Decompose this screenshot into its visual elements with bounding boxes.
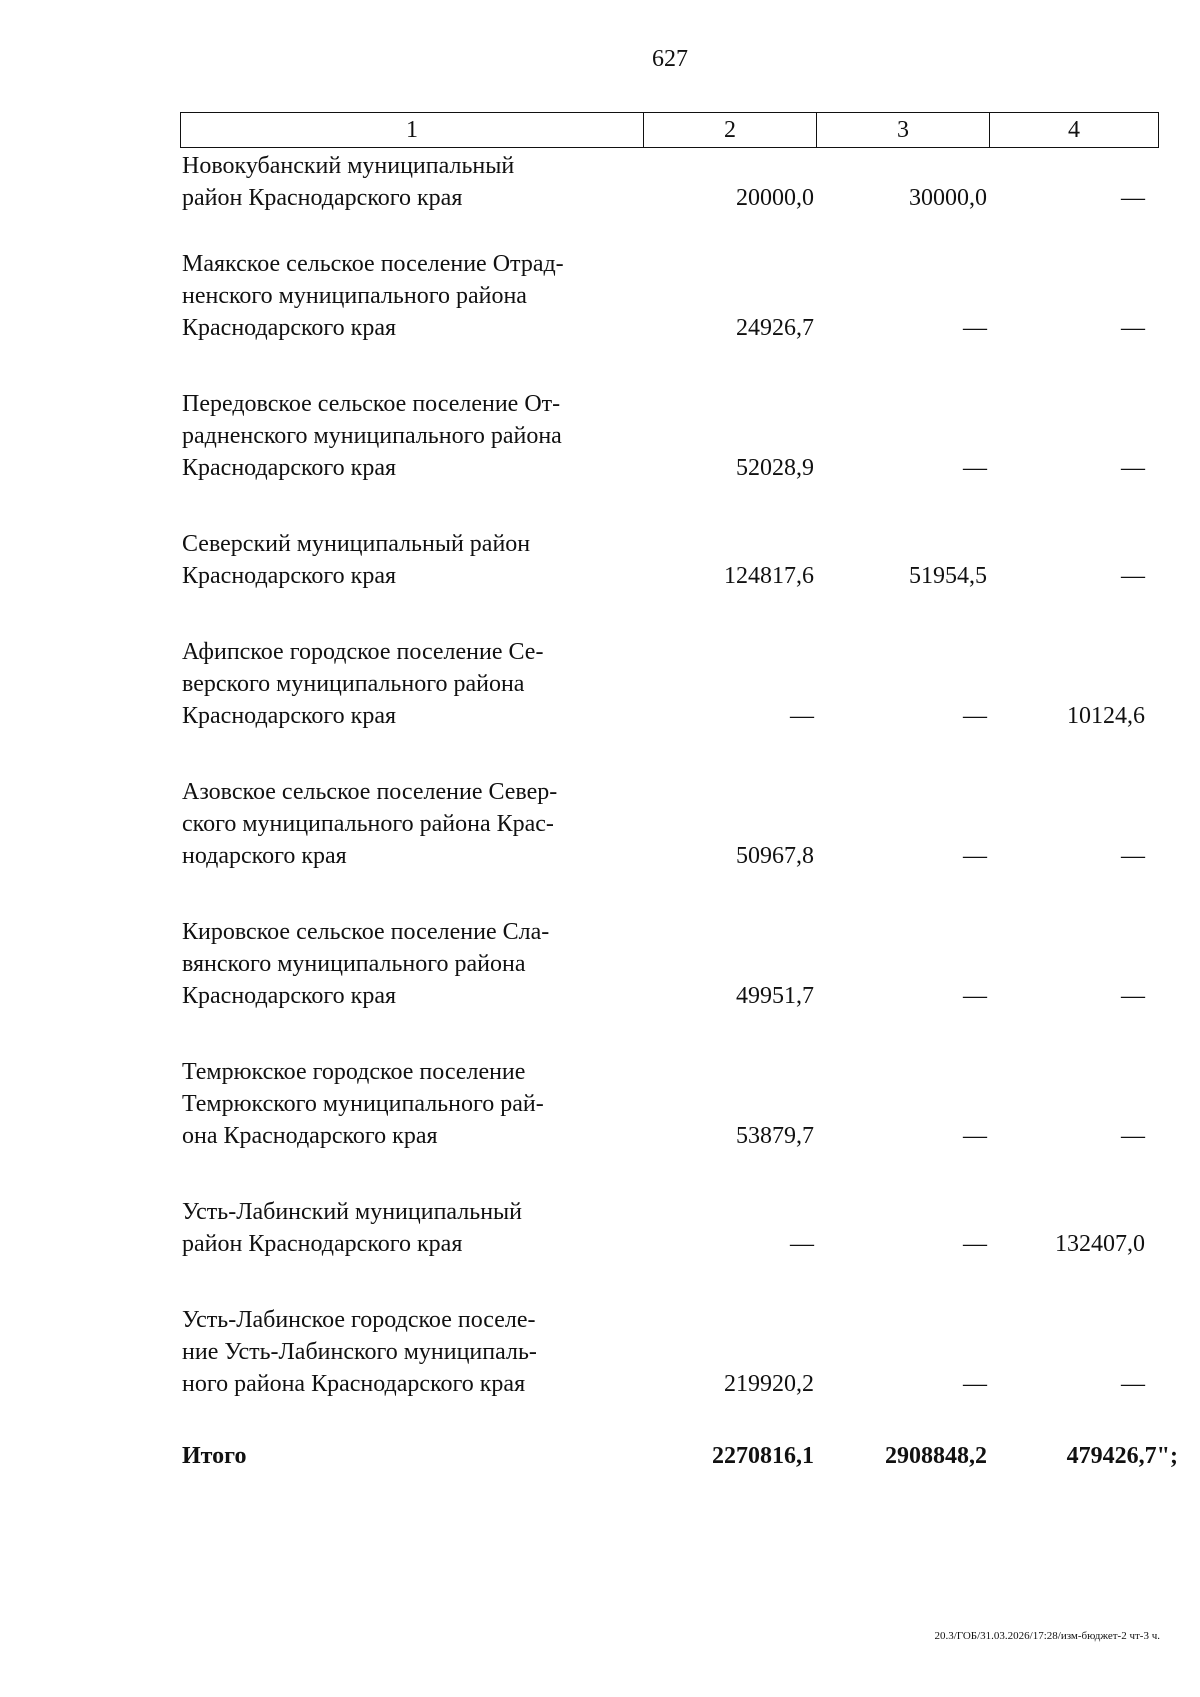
row-name: Кировское сельское поселение Сла- вянского муниципального района Краснодарского края [182, 919, 550, 1009]
table-row [180, 388, 1158, 484]
row-value-col2: 124817,6 [724, 563, 814, 589]
total-value-col2: 2270816,1 [712, 1443, 814, 1469]
row-value-col4: — [1121, 563, 1145, 589]
row-value-col2: 49951,7 [736, 983, 814, 1009]
table-row [180, 248, 1158, 344]
row-value-col2: 219920,2 [724, 1371, 814, 1397]
table-row [180, 776, 1158, 872]
row-value-col3: 51954,5 [909, 563, 987, 589]
row-value-col3: — [963, 983, 987, 1009]
row-value-col3: — [963, 703, 987, 729]
column-header-1: 1 [181, 113, 644, 148]
table-row [180, 916, 1158, 1012]
page-number: 627 [652, 46, 688, 72]
row-value-col3: — [963, 455, 987, 481]
row-value-col2: 53879,7 [736, 1123, 814, 1149]
table-row [180, 150, 1158, 214]
row-name: Новокубанский муниципальный район Краснодарского края [182, 153, 515, 211]
column-header-3: 3 [817, 113, 990, 148]
table-row [180, 1304, 1158, 1400]
row-value-col3: — [963, 1371, 987, 1397]
total-value-col3: 2908848,2 [885, 1443, 987, 1469]
row-value-col2: 50967,8 [736, 843, 814, 869]
row-value-col4: — [1121, 455, 1145, 481]
row-name: Усть-Лабинский муниципальный район Краснодарского края [182, 1199, 523, 1257]
row-value-col3: — [963, 315, 987, 341]
row-value-col3: — [963, 1123, 987, 1149]
row-value-col2: 52028,9 [736, 455, 814, 481]
row-value-col4: — [1121, 185, 1145, 211]
total-label: Итого [182, 1443, 247, 1469]
row-value-col4: 10124,6 [1067, 703, 1145, 729]
row-value-col3: 30000,0 [909, 185, 987, 211]
row-value-col4: — [1121, 1371, 1145, 1397]
row-value-col3: — [963, 1231, 987, 1257]
row-name: Темрюкское городское поселение Темрюкского муниципального рай- она Краснодарского края [182, 1059, 544, 1149]
row-value-col4: 132407,0 [1055, 1231, 1145, 1257]
table-row [180, 1056, 1158, 1152]
table-row [180, 1196, 1158, 1260]
row-value-col4: — [1121, 983, 1145, 1009]
row-name: Афипское городское поселение Се- верского муниципального района Краснодарского края [182, 639, 544, 729]
total-value-col4: 479426,7"; [1066, 1443, 1178, 1469]
total-row [180, 1440, 1178, 1472]
row-name: Маякское сельское поселение Отрад- ненского муниципального района Краснодарского края [182, 251, 564, 341]
table-row [180, 528, 1158, 592]
row-name: Усть-Лабинское городское поселе- ние Усть-Лабинского муниципаль- ного района Краснодарского края [182, 1307, 537, 1397]
row-value-col4: — [1121, 843, 1145, 869]
row-name: Северский муниципальный район Краснодарского края [182, 531, 531, 589]
row-value-col4: — [1121, 1123, 1145, 1149]
row-value-col4: — [1121, 315, 1145, 341]
row-value-col2: 24926,7 [736, 315, 814, 341]
row-name: Азовское сельское поселение Север- ского муниципального района Крас- нодарского края [182, 779, 558, 869]
column-header-table [180, 112, 1159, 148]
column-header-4: 4 [990, 113, 1159, 148]
row-value-col2: — [790, 1231, 814, 1257]
column-header-2: 2 [644, 113, 817, 148]
table-row [180, 636, 1158, 732]
row-name: Передовское сельское поселение От- радненского муниципального района Краснодарского края [182, 391, 562, 481]
row-value-col3: — [963, 843, 987, 869]
document-footer-code: 20.3/ГОБ/31.03.2026/17:28/изм-бюджет-2 чт-3 ч. [934, 1630, 1160, 1642]
column-header-row [181, 113, 1159, 148]
row-value-col2: 20000,0 [736, 185, 814, 211]
row-value-col2: — [790, 703, 814, 729]
